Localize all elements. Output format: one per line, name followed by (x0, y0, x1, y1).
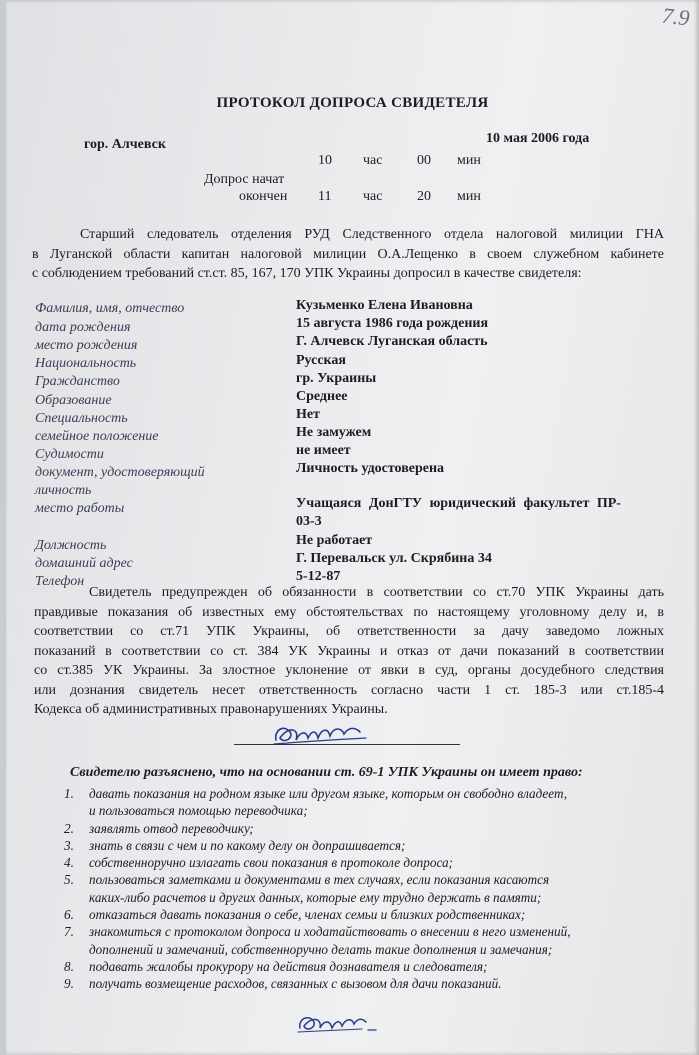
field-value-citizenship: гр. Украины (296, 371, 377, 386)
warning-line: со ст.385 УК Украины. За злостное уклонение от явки в суд, органы досудебного следствия (34, 663, 664, 678)
right-number: 3. (64, 837, 74, 853)
field-label: личность (35, 483, 92, 498)
field-value-birth-place: Г. Алчевск Луганская область (296, 334, 488, 349)
right-text-cont: каких-либо расчетов и других данных, которые ему трудно держать в памяти; (89, 889, 542, 905)
witness-signature-2 (296, 1010, 386, 1040)
page-number: 7.9 (660, 2, 691, 31)
field-label: Специальность (35, 411, 128, 426)
field-label: домашний адрес (35, 556, 133, 571)
right-number: 4. (64, 855, 74, 871)
field-label: дата рождения (35, 320, 131, 335)
witness-signature-1 (270, 718, 380, 752)
right-item (36, 923, 676, 940)
field-value-nationality: Русская (296, 353, 346, 368)
right-text: знать в связи с чем и по какому делу он допрашивается; (89, 837, 406, 853)
end-label: окончен (239, 189, 288, 204)
field-value-position: Не работает (296, 533, 373, 548)
right-item (36, 906, 676, 923)
start-minutes-unit: мин (457, 153, 481, 168)
right-number: 9. (64, 976, 74, 992)
field-value-workplace (296, 496, 666, 512)
end-hours-unit: час (363, 189, 383, 204)
right-item (36, 837, 676, 854)
field-value-specialty: Нет (296, 407, 320, 422)
right-item (36, 785, 676, 802)
start-hours: 10 (318, 153, 332, 168)
date: 10 мая 2006 года (486, 131, 590, 146)
right-item (36, 820, 676, 837)
workplace-text: Учащаяся ДонГТУ юридический факультет ПР- (296, 496, 621, 511)
field-label: Гражданство (35, 374, 120, 389)
field-value-marital-status: Не замужем (296, 425, 372, 440)
end-hours: 11 (318, 189, 332, 204)
field-label: документ, удостоверяющий (35, 465, 205, 480)
right-text: подавать жалобы прокурору на действия дознавателя и следователя; (89, 958, 488, 974)
intro-line: Старший следователь отделения РУД Следственного отдела налоговой милиции ГНА (80, 227, 664, 242)
field-value-home-address: Г. Перевальск ул. Скрябина 34 (296, 551, 492, 566)
warning-line: или дознания свидетель несет ответственность согласно части 1 ст. 185-3 или ст.185-4 (34, 682, 664, 698)
end-minutes: 20 (417, 189, 431, 204)
right-number: 1. (64, 786, 74, 801)
right-number: 6. (64, 907, 74, 923)
right-text: отказаться давать показания о себе, членах семьи и близких родственниках; (89, 907, 526, 923)
document-title: ПРОТОКОЛ ДОПРОСА СВИДЕТЕЛЯ (216, 95, 489, 111)
warning-line: правдивые показания об известных ему обстоятельствах по настоящему уголовному делу и, в (34, 604, 664, 620)
field-value-education: Среднее (296, 389, 348, 404)
city: гор. Алчевск (84, 137, 166, 152)
start-label: Допрос начат (204, 172, 285, 187)
right-text-cont: дополнений и замечаний, собственноручно делать такие дополнения и замечания; (89, 941, 553, 957)
warning-line: Свидетель предупрежден об обязанности в соответствии со ст.70 УПК Украины дать (89, 585, 664, 600)
field-label: Национальность (35, 356, 137, 371)
field-label: Образование (35, 393, 112, 408)
right-number: 8. (64, 958, 74, 974)
field-label: семейное положение (35, 429, 159, 444)
warning-line: Кодекса об административных правонарушениях Украины. (34, 702, 388, 717)
right-text: пользоваться заметками и документами в тех случаях, если показания касаются (89, 872, 550, 888)
warning-paragraph (34, 583, 664, 720)
field-value-convictions: не имеет (296, 443, 351, 458)
right-item (36, 871, 676, 888)
field-label: место работы (35, 501, 125, 516)
right-text: собственноручно излагать свои показания в протоколе допроса; (89, 855, 453, 871)
rights-list (36, 785, 676, 993)
field-value-phone: 5-12-87 (296, 569, 341, 584)
right-text: заявлять отвод переводчику; (89, 820, 254, 836)
field-value-full-name: Кузьменко Елена Ивановна (296, 298, 473, 313)
right-text-cont: и пользоваться помощью переводчика; (89, 803, 308, 819)
start-minutes: 00 (417, 153, 431, 168)
field-label: Телефон (35, 574, 85, 589)
right-number: 7. (64, 924, 74, 940)
intro-line: с соблюдением требований ст.ст. 85, 167, 170 УПК Украины допросил в качестве свидетеля: (32, 266, 582, 281)
start-hours-unit: час (363, 153, 383, 168)
right-item (36, 958, 676, 975)
document-page (6, 0, 699, 1055)
intro-line: в Луганской области капитан налоговой милиции О.А.Лещенко в своем служебном кабинете (32, 246, 664, 262)
warning-line: соответствии со ст.71 УПК Украины, об ответственности за дачу заведомо ложных (34, 624, 664, 639)
right-text: знакомиться с протоколом допроса и ходатайствовать о внесении в него изменений, (89, 924, 571, 940)
signature-line (234, 744, 460, 745)
intro-paragraph (32, 225, 664, 284)
field-value-id-document: Личность удостоверена (296, 461, 445, 476)
field-label: место рождения (35, 338, 138, 353)
warning-line: показаний в соответствии со ст. 384 УК Украины и отказ от дачи показаний в соответствии (34, 643, 664, 659)
right-number: 5. (64, 872, 74, 888)
field-value-birth-date: 15 августа 1986 года рождения (296, 316, 489, 331)
right-text: давать показания на родном языке или другом языке, которым он свободно владеет, (89, 786, 568, 801)
end-minutes-unit: мин (457, 189, 481, 204)
right-item (36, 975, 676, 992)
field-label: Должность (35, 538, 107, 553)
field-label: Фамилия, имя, отчество (35, 301, 185, 316)
field-value-workplace-cont: 03-3 (296, 514, 322, 529)
right-text: получать возмещение расходов, связанных с вызовом для дачи показаний. (89, 976, 502, 992)
right-number: 2. (64, 820, 74, 836)
rights-title: Свидетелю разъяснено, что на основании ст. 69-1 УПК Украины он имеет право: (70, 765, 583, 780)
field-label: Судимости (35, 447, 104, 462)
right-item (36, 854, 676, 871)
